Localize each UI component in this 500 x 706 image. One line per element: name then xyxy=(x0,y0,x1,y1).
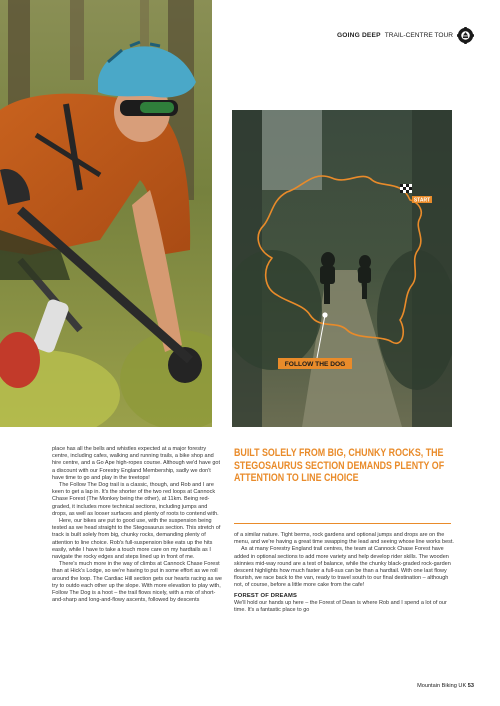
start-label: START xyxy=(413,197,431,204)
page-number: 53 xyxy=(467,683,474,689)
header-series-title: TRAIL-CENTRE TOUR xyxy=(384,32,453,39)
trail-photo xyxy=(232,110,452,427)
paragraph: of a similar nature. Tight berms, rock gardens and optional jumps and drops are on the menu, and we're having a great time swapping the lead and seeing whose line works best. xyxy=(234,532,454,546)
start-flag-icon xyxy=(400,184,412,193)
pull-quote-rule xyxy=(234,523,451,524)
follow-the-dog-callout: FOLLOW THE DOG xyxy=(284,361,346,368)
header-section-title: GOING DEEP xyxy=(336,32,381,39)
paragraph: place has all the bells and whistles expected at a major forestry centre, including cafes, walking and running trails, a bike shop and hire centre, and a Go Ape high-ropes course. Although we'd have got a discount with our Forestry England Membership, sadly we don't have time to go and play in the treetops! xyxy=(52,446,220,481)
page-footer xyxy=(417,683,474,689)
paragraph: Here, our bikes are put to good use, with the suspension being tested as we head straight to the Stegosaurus section. This stretch of track is built solely from big, chunky rocks, demanding plenty of attention to line choice. Rob's full-suspension bike eats up the hits easily, while I have to take a touch more care on my hardtails as I navigate the rocky edges and steps lined up in front of me. xyxy=(52,518,221,561)
pull-quote: BUILT SOLELY FROM BIG, CHUNKY ROCKS, THE STEGOSAURUS SECTION DEMANDS PLENTY OF ATTENTION TO LINE CHOICE xyxy=(234,447,445,485)
running-header xyxy=(337,27,474,44)
magazine-name: Mountain Biking UK xyxy=(417,683,467,689)
rider-photo xyxy=(0,0,212,427)
paragraph: As at many Forestry England trail centres, the team at Cannock Chase Forest have added in optional sections to add more variety and help develop rider skills. The wooden skinnies mid-way round are a test of balance, while the chunky black-graded rock-garden descent highlights how much faster a full-sus can be than a hardtail. With one last flowy flourish, we race back to the van, ready to travel south to our final destination – although not, of course, before a little more cake from the cafe! xyxy=(234,546,451,589)
article-column-left xyxy=(52,446,222,604)
article-column-right xyxy=(234,532,454,614)
paragraph: The Follow The Dog trail is a classic, though, and Rob and I are keen to get a lap in. It's the shorter of the two red loops at Cannock Chase Forest (The Monkey being the other), at 11km. Being red-graded, it includes more technical sections, including jumps and drops, as well as looser surfaces and plenty of roots to contend with. xyxy=(52,482,219,517)
gear-badge-icon xyxy=(457,27,474,44)
paragraph: There's much more in the way of climbs at Cannock Chase Forest than at Hick's Lodge, so we're having to put in some effort as we roll around the loop. The Cardiac Hill section gets our hearts racing as we try to outdo each other up the slope. With more elevation to play with, Follow The Dog is a hoot – the trail flows nicely, with a mix of short-and-sharp and long-and-flowy ascents, followed by descents xyxy=(52,561,222,604)
section-subhead: FOREST OF DREAMS xyxy=(234,592,298,599)
paragraph: We'll hold our hands up here – the Forest of Dean is where Rob and I spend a lot of our time. It's a fantastic place to go xyxy=(234,599,447,614)
